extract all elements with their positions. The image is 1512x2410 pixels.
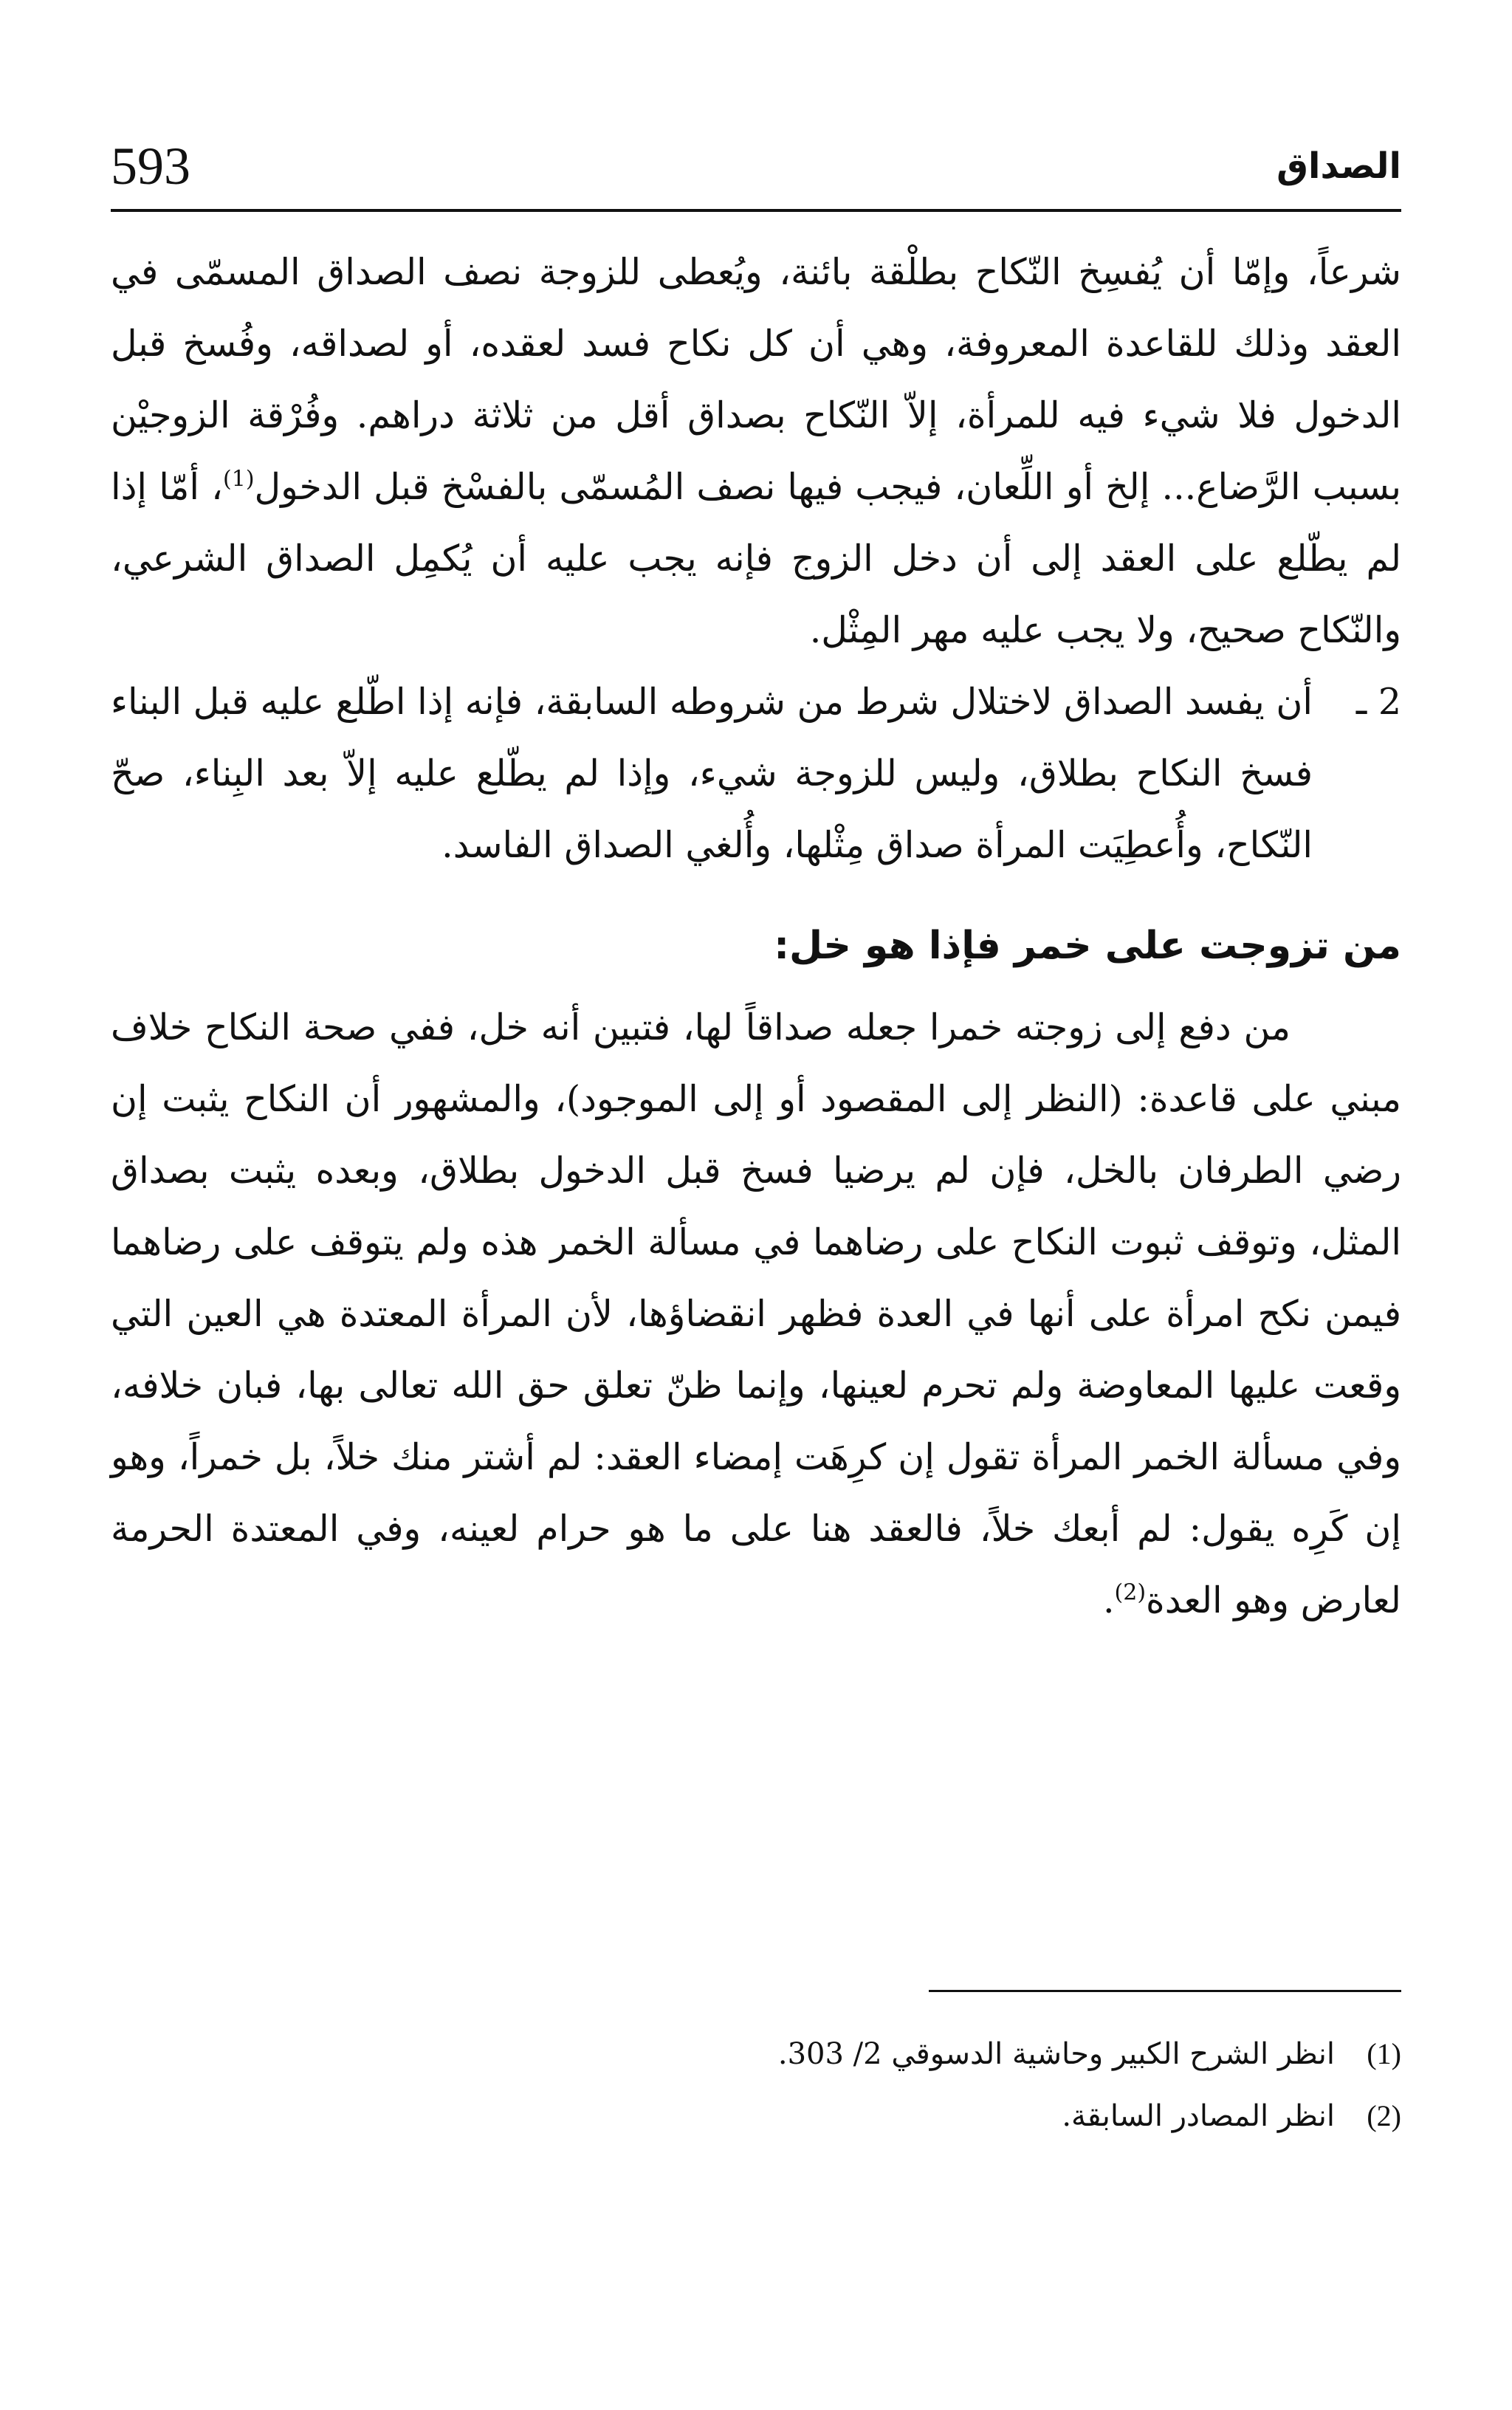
footnote-text: انظر المصادر السابقة. xyxy=(1062,2099,1335,2133)
section-heading: من تزوجت على خمر فإذا هو خل: xyxy=(774,924,1401,968)
footnote-number: (1) xyxy=(1367,2037,1401,2070)
list-item-text: أن يفسد الصداق لاختلال شرط من شروطه السابقة، فإنه إذا اطّلع عليه قبل البناء فسخ النكاح بطلاق، وليس للزوجة شيء، وإذا لم يطّلع عليه إلاّ بعد البِناء، صحّ النّكاح، وأُعطِيَت المرأة صداق مِثْلها، وأُلغي الصداق الفاسد. xyxy=(110,681,1313,866)
footnote-number: (2) xyxy=(1367,2099,1401,2132)
footnote-item xyxy=(111,2023,1401,2085)
footnotes xyxy=(111,2023,1401,2147)
footnote-separator xyxy=(929,1990,1401,1992)
list-item-number: 2 ـ xyxy=(1355,681,1401,723)
footnote-ref-2: (2) xyxy=(1114,1579,1147,1606)
header-rule xyxy=(111,209,1401,212)
paragraph-2-text: من دفع إلى زوجته خمرا جعله صداقاً لها، فتبين أنه خل، ففي صحة النكاح خلاف مبني على قاعدة: (النظر إلى المقصود أو إلى الموجود)، والمشهور أن النكاح يثبت إن رضي الطرفان بالخل، فإن لم يرضيا فسخ قبل الدخول بطلاق، وبعده يثبت بصداق المثل، وتوقف ثبوت النكاح على رضاهما في مسألة الخمر هذه ولم يتوقف على رضاهما فيمن نكح امرأة على أنها في العدة فظهر انقضاؤها، لأن المرأة المعتدة هي العين التي وقعت عليها المعاوضة ولم تحرم لعينها، وإنما ظنّ تعلق حق الله تعالى بها، فبان خلافه، وفي مسألة الخمر المرأة تقول إن كرِهَت إمضاء العقد: لم أشتر منك خلاً، بل خمراً، وهو إن كَرِه يقول: لم أبعك خلاً، فالعقد هنا على ما هو حرام لعينه، وفي المعتدة الحرمة لعارض وهو العدة xyxy=(111,1006,1401,1621)
page-number: 593 xyxy=(111,137,190,196)
paragraph-2 xyxy=(111,992,1401,1636)
paragraph-1 xyxy=(111,236,1401,666)
paragraph-1-text-a: شرعاً، وإمّا أن يُفسِخ النّكاح بطلْقة بائنة، ويُعطى للزوجة نصف الصداق المسمّى في العقد وذلك للقاعدة المعروفة، وهي أن كل نكاح فسد لعقده، أو لصداقه، وفُسخ قبل الدخول فلا شيء فيه للمرأة، إلاّ النّكاح بصداق أقل من ثلاثة دراهم. وفُرْقة الزوجيْن بسبب الرَّضاع... إلخ أو اللِّعان، فيجب فيها نصف المُسمّى بالفسْخ قبل الدخول xyxy=(111,251,1401,508)
footnote-ref-1: (1) xyxy=(223,466,255,492)
footnote-item xyxy=(111,2085,1401,2147)
page-header xyxy=(111,129,1401,210)
running-head: الصداق xyxy=(1276,145,1401,187)
footnote-text: انظر الشرح الكبير وحاشية الدسوقي 2/ 303. xyxy=(777,2037,1335,2071)
main-text xyxy=(111,236,1401,1636)
paragraph-1-text-b: ، أمّا إذا لم يطّلع على العقد إلى أن دخل الزوج فإنه يجب عليه أن يُكمِل الصداق الشرعي، والنّكاح صحيح، ولا يجب عليه مهر المِثْل. xyxy=(111,466,1401,651)
list-item-2 xyxy=(111,666,1401,881)
paragraph-2-end: . xyxy=(1102,1579,1115,1621)
